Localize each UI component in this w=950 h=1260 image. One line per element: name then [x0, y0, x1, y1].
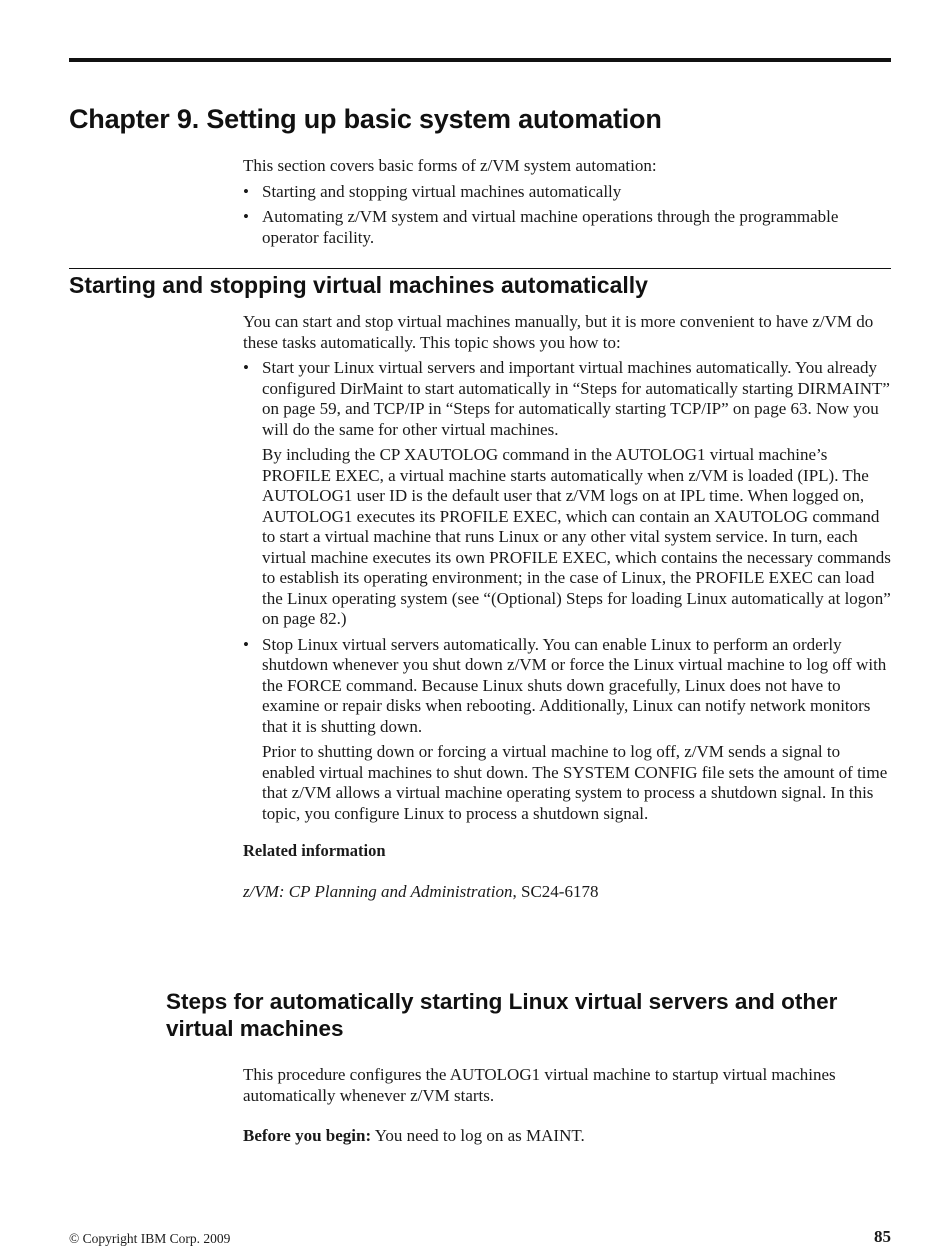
bullet-detail: By including the CP XAUTOLOG command in the AUTOLOG1 virtual machine’s PROFILE EXEC, a virtual machine starts automatically when z/VM is loaded (IPL). The AUTOLOG1 user ID is the default user that z/VM logs on at IPL time. When logged on, AUTOLOG1 executes its PROFILE EXEC, which can contain an XAUTOLOG command to start a virtual machine that runs Linux or any other vital system service. In turn, each virtual machine executes its own PROFILE EXEC, which contains the necessary commands to establish its operating environment; in the case of Linux, the PROFILE EXEC can load the Linux operating system (see “(Optional) Steps for loading Linux automatically at logon” on page 82.) [262, 445, 891, 628]
before-you-begin-text: You need to log on as MAINT. [371, 1126, 585, 1145]
section-bullet-item [243, 635, 893, 825]
top-rule [69, 58, 891, 62]
chapter-intro [243, 156, 893, 253]
steps-body [243, 1065, 893, 1167]
section-bullet-list [243, 358, 893, 824]
related-information-heading: Related information [243, 841, 386, 860]
before-you-begin-label: Before you begin: [243, 1126, 372, 1145]
intro-bullet-list [243, 182, 893, 249]
section-bullet-item [243, 358, 893, 630]
section-body [243, 312, 893, 902]
related-reference [243, 882, 893, 903]
bullet-text: • Start your Linux virtual servers and important virtual machines automatically. You already configured DirMaint to start automatically in “Steps for automatically starting DIRMAINT” on page 59, and TCP/IP in “Steps for automatically starting TCP/IP” on page 63. Now you will do the same for other virtual machines. [262, 358, 890, 439]
footer-page-number: 85 [874, 1227, 891, 1246]
section-rule [69, 268, 891, 269]
steps-title: Steps for automatically starting Linux virtual servers and other virtual machines [166, 989, 838, 1041]
related-reference-number: , SC24-6178 [512, 881, 599, 901]
intro-bullet-item: • Automating z/VM system and virtual machine operations through the programmable operator facility. [243, 207, 893, 248]
related-reference-title: z/VM: CP Planning and Administration [243, 881, 513, 901]
before-you-begin [243, 1126, 893, 1147]
bullet-text: • Stop Linux virtual servers automatically. You can enable Linux to perform an orderly shutdown whenever you shut down z/VM or force the Linux virtual machine to log off with the FORCE command. Because Linux shuts down gracefully, Linux does not have to examine or repair disks when rebooting. Additionally, Linux can notify network monitors that it is shutting down. [262, 634, 887, 736]
section-lead: You can start and stop virtual machines manually, but it is more convenient to have z/VM do these tasks automatically. This topic shows you how to: [243, 312, 874, 352]
intro-bullet-item: • Starting and stopping virtual machines automatically [243, 182, 893, 203]
steps-lead: This procedure configures the AUTOLOG1 virtual machine to startup virtual machines automatically whenever z/VM starts. [243, 1065, 836, 1105]
bullet-detail: Prior to shutting down or forcing a virtual machine to log off, z/VM sends a signal to enabled virtual machines to shut down. The SYSTEM CONFIG file sets the amount of time that z/VM allows a virtual machine operating system to process a shutdown signal. In this topic, you configure Linux to process a shutdown signal. [262, 742, 888, 823]
footer-copyright: © Copyright IBM Corp. 2009 [69, 1231, 231, 1246]
chapter-title: Chapter 9. Setting up basic system automation [69, 104, 662, 134]
section-title: Starting and stopping virtual machines automatically [69, 272, 648, 298]
intro-lead: This section covers basic forms of z/VM system automation: [243, 156, 657, 175]
